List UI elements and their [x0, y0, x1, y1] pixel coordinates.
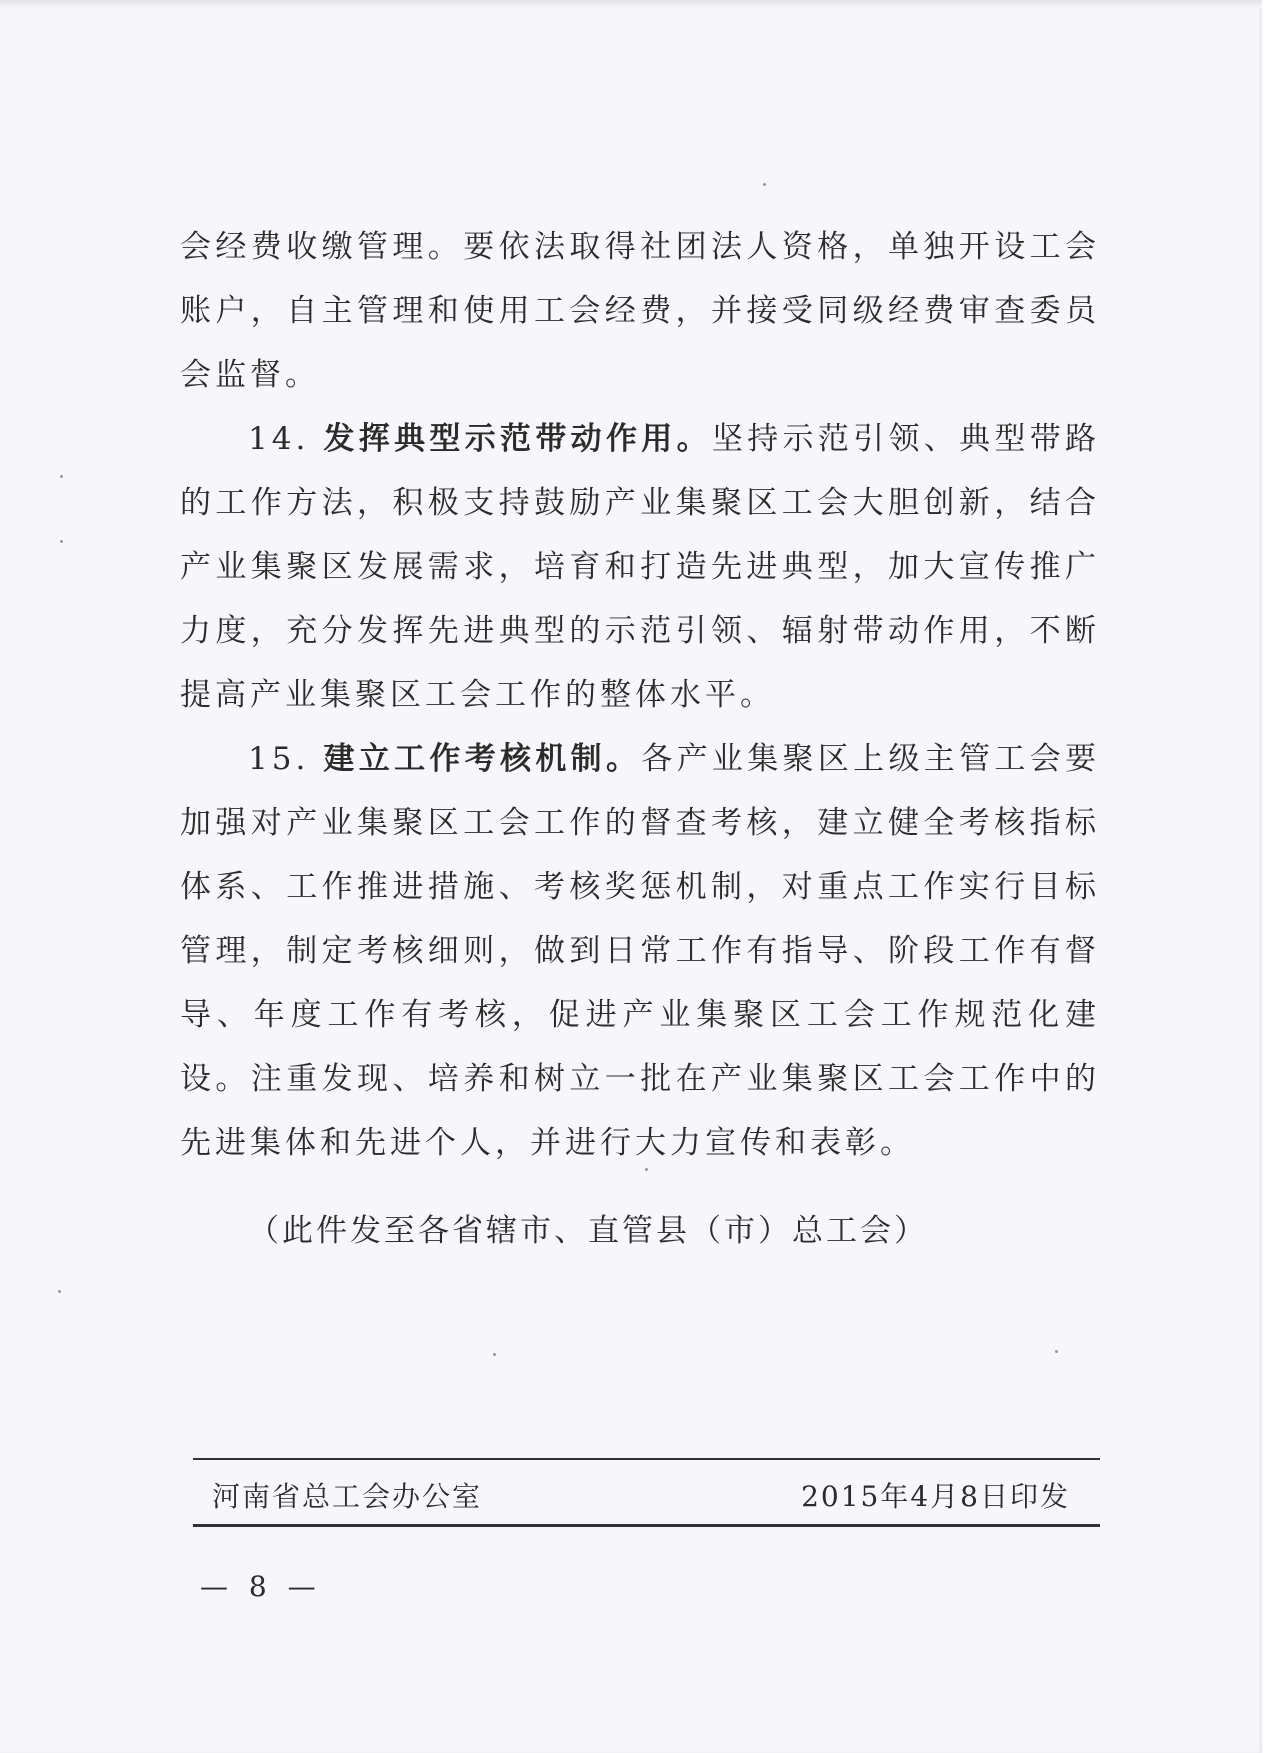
scan-speck [58, 1290, 61, 1293]
footer-bottom-rule [193, 1524, 1100, 1527]
paragraph-heading: 发挥典型示范带动作用。 [323, 421, 712, 457]
paragraph-continuation [180, 215, 1100, 407]
paragraph-number: 15. [248, 741, 310, 777]
distribution-note: （此件发至各省辖市、直管县（市）总工会） [248, 1213, 928, 1249]
scan-speck [60, 540, 63, 543]
paragraph-15 [180, 727, 1100, 1175]
issuer-name: 河南省总工会办公室 [212, 1480, 483, 1513]
document-body [180, 215, 1100, 1175]
paragraph-text: 会经费收缴管理。要依法取得社团法人资格，单独开设工会账户，自主管理和使用工会经费，并接受同级经费审查委员会监督。 [180, 229, 1100, 393]
paragraph-number: 14. [248, 421, 310, 457]
footer-top-rule [193, 1458, 1100, 1460]
issue-date: 2015年4月8日印发 [801, 1480, 1070, 1513]
scan-speck [645, 1168, 648, 1171]
scan-speck [493, 1353, 496, 1356]
page-top-edge [0, 0, 1262, 8]
paragraph-heading: 建立工作考核机制。 [323, 741, 642, 777]
paragraph-text: 各产业集聚区上级主管工会要加强对产业集聚区工会工作的督查考核，建立健全考核指标体系、工作推进措施、考核奖惩机制，对重点工作实行目标管理，制定考核细则，做到日常工作有指导、阶段工作有督导、年度工作有考核，促进产业集聚区工会工作规范化建设。注重发现、培养和树立一批在产业集聚区工会工作中的先进集体和先进个人，并进行大力宣传和表彰。 [180, 741, 1101, 1161]
scan-speck [1055, 1350, 1058, 1353]
scan-speck [763, 183, 766, 186]
paragraph-text: 坚持示范引领、典型带路的工作方法，积极支持鼓励产业集聚区工会大胆创新，结合产业集聚区发展需求，培育和打造先进典型，加大宣传推广力度，充分发挥先进典型的示范引领、辐射带动作用，不断提高产业集聚区工会工作的整体水平。 [180, 421, 1101, 713]
paragraph-14 [180, 407, 1100, 727]
scan-speck [60, 475, 63, 478]
page-number: — 8 — [200, 1570, 322, 1603]
